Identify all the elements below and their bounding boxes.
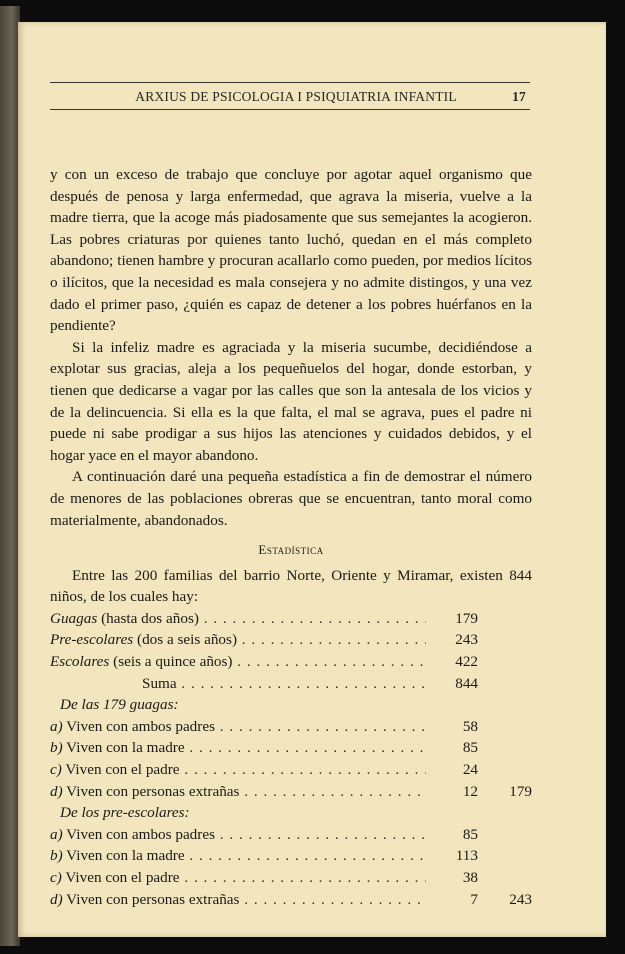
- total-row-escolares: [50, 651, 532, 673]
- suma-row: [50, 673, 532, 695]
- total-value: 422: [455, 653, 478, 671]
- page-number: 17: [512, 89, 526, 104]
- suma-value: 844: [455, 674, 478, 692]
- guagas-row: b) Viven con la madre . . . 85: [50, 737, 532, 759]
- guagas-row: a) Viven con ambos padres . . . 58: [50, 716, 532, 738]
- total-term: Pre-escolares: [50, 631, 134, 649]
- preescolares-heading: De los pre-escolares:: [60, 804, 190, 822]
- total-row-guagas: [50, 608, 532, 630]
- journal-title: ARXIUS DE PSICOLOGIA I PSIQUIATRIA INFANTIL: [135, 89, 457, 104]
- total-value: 179: [455, 609, 478, 627]
- suma-label: Suma . . .: [50, 673, 426, 695]
- total-row-preescolares: [50, 629, 532, 651]
- section-title: Estadística: [258, 542, 324, 558]
- total-desc: (dos a seis años): [133, 631, 237, 649]
- paragraph-1: y con un exceso de trabajo que concluye por agotar aquel organismo que después de penosa y larga enfermedad, que agrava la miseria, vuelve a la madre tierra, que la acoge más piadosamente que sus semejantes la acogieron. Las pobres criaturas por quienes tanto luchó, quedan en el más completo abandono; tienen hambre y procuran acallarlo como pueden, por medios lícitos o ilícitos, que la necesidad es mala consejera y no admite distingos, y una vez dado el primer paso, ¿quién es capaz de detener a los pobres huérfanos en la pendiente?: [50, 166, 532, 335]
- guagas-row: c) Viven con el padre . . . 24: [50, 759, 532, 781]
- paragraph-2: Si la infeliz madre es agraciada y la miseria sucumbe, decidiéndose a explotar sus gracias, aleja a los pequeñuelos del hogar, donde estorban, y tienen que dedicarse a vagar por las calles que son la antesala de los vicios y de la delincuencia. Si ella es la que falta, el mal se agrava, pues el padre ni puede ni sabe prodigar a sus hijos las atenciones y cuidados debidos, y el hogar yace en el mayor abandono.: [50, 338, 532, 464]
- total-desc: (hasta dos años): [97, 609, 199, 627]
- total-desc: (seis a quince años): [109, 653, 233, 671]
- total-term: Escolares: [50, 653, 110, 671]
- guagas-heading: De las 179 guagas:: [60, 696, 179, 714]
- running-header: [50, 82, 530, 110]
- preescolares-row: c) Viven con el padre . . . 38: [50, 867, 532, 889]
- paragraph-3: A continuación daré una pequeña estadística a fin de demostrar el número de menores de las poblaciones obreras que se encuentran, tanto moral como materialmente, abandonados.: [50, 468, 532, 529]
- total-value: 243: [455, 631, 478, 649]
- header-rule-bottom: [50, 109, 530, 110]
- book-cover-edge: [0, 6, 20, 946]
- stats-intro: Entre las 200 familias del barrio Norte, Oriente y Miramar, existen 844 niños, de los cuales hay:: [50, 566, 532, 606]
- preescolares-row: d) Viven con personas extrañas . . . 7 243: [50, 889, 532, 911]
- guagas-row: d) Viven con personas extrañas . . . 12 179: [50, 781, 532, 803]
- preescolares-row: a) Viven con ambos padres . . . 85: [50, 824, 532, 846]
- preescolares-row: b) Viven con la madre . . . 113: [50, 845, 532, 867]
- total-term: Guagas: [50, 609, 98, 627]
- body-text: [50, 164, 532, 910]
- header-rule-top: [50, 82, 530, 83]
